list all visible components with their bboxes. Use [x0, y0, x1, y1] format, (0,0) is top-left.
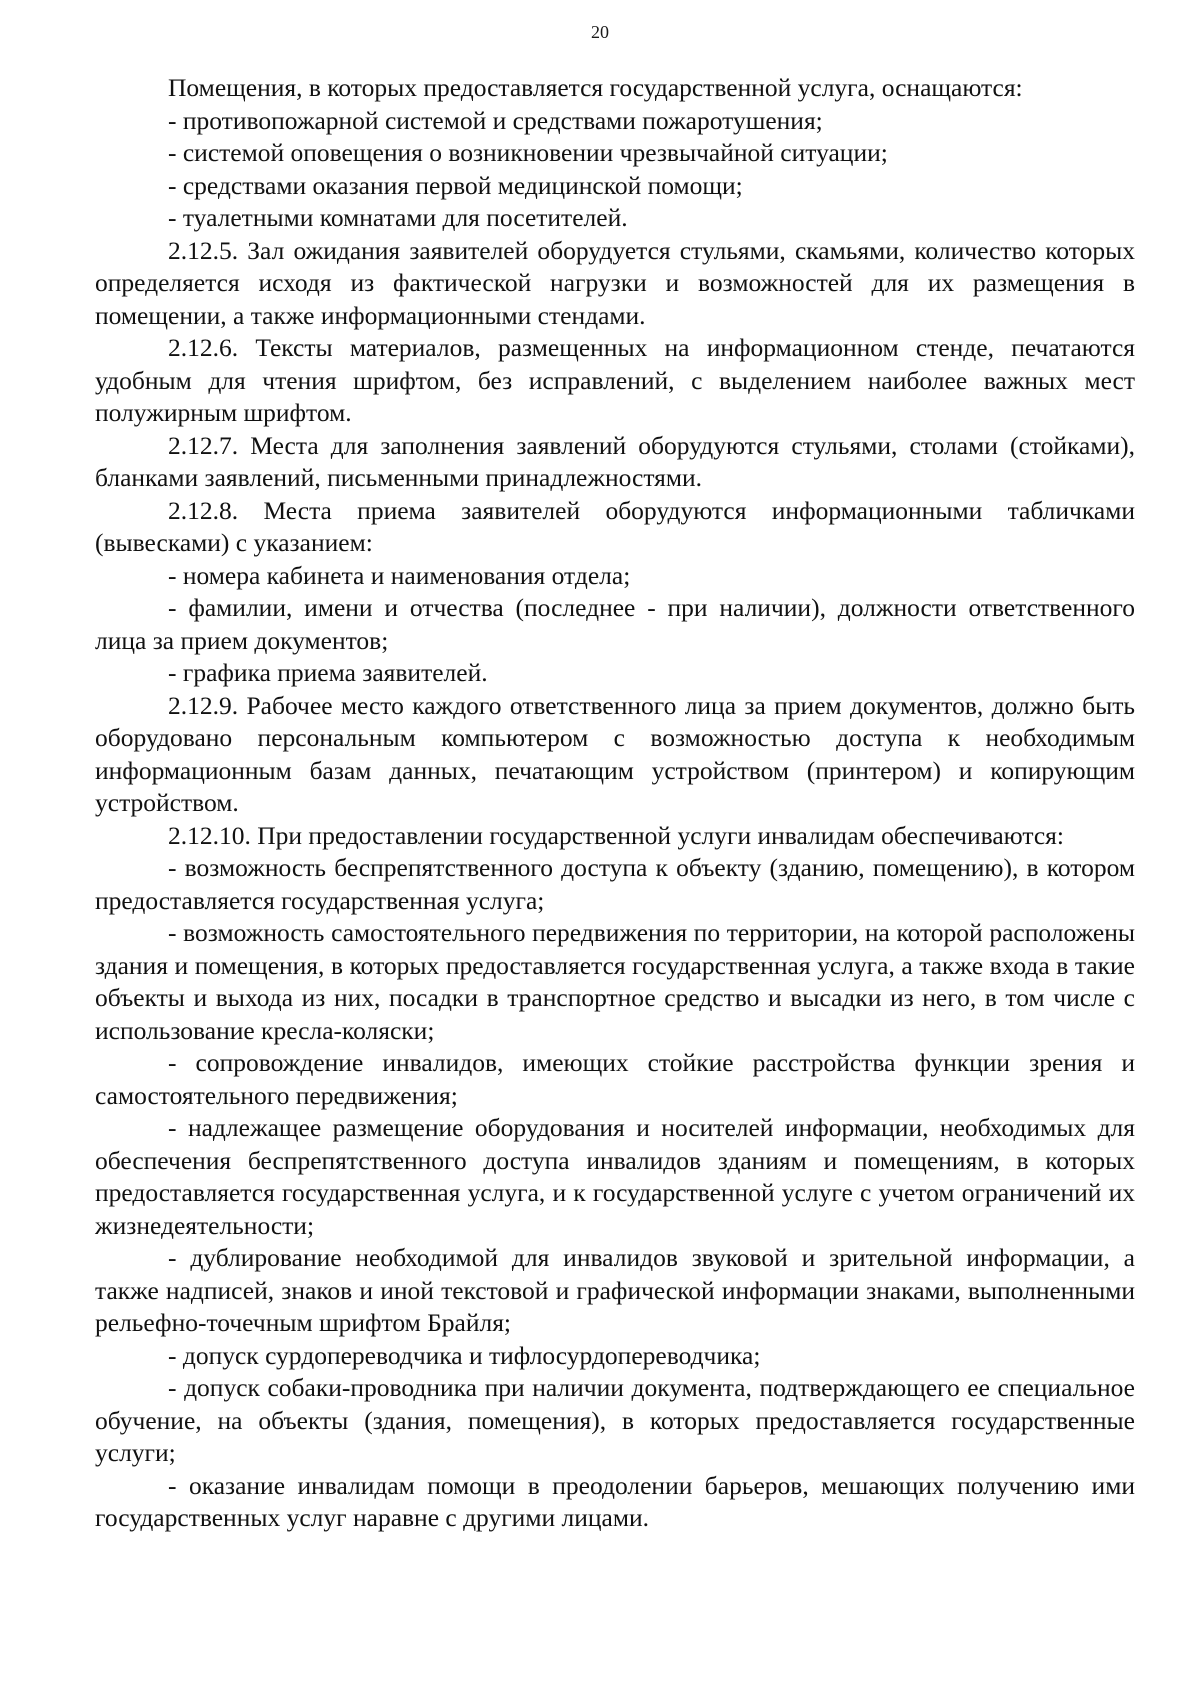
paragraph: 2.12.8. Места приема заявителей оборудуются информационными табличками (вывесками) с указанием: — [95, 495, 1135, 557]
paragraph: 2.12.9. Рабочее место каждого ответственного лица за прием документов, должно быть оборудовано персональным компьютером с возможностью доступа к необходимым информационным базам данных, печатающим устройством (принтером) и копирующим устройством. — [95, 690, 1135, 817]
paragraph: - возможность самостоятельного передвижения по территории, на которой расположены здания и помещения, в которых предоставляется государственная услуга, а также входа в такие объекты и выхода из них, посадки в транспортное средство и высадки из него, в том числе с использование кресла-коляски; — [95, 918, 1135, 1045]
paragraph: - средствами оказания первой медицинской помощи; — [168, 170, 743, 200]
paragraph: - номера кабинета и наименования отдела; — [168, 560, 631, 590]
paragraph: - фамилии, имени и отчества (последнее - при наличии), должности ответственного лица за прием документов; — [95, 593, 1135, 655]
paragraph: - противопожарной системой и средствами пожаротушения; — [168, 105, 823, 135]
paragraph: - возможность беспрепятственного доступа к объекту (зданию, помещению), в котором предоставляется государственная услуга; — [95, 853, 1135, 915]
page-number: 20 — [591, 22, 609, 42]
paragraph: 2.12.6. Тексты материалов, размещенных на информационном стенде, печатаются удобным для чтения шрифтом, без исправлений, с выделением наиболее важных мест полужирным шрифтом. — [95, 333, 1135, 427]
paragraph: - допуск собаки-проводника при наличии документа, подтверждающего ее специальное обучение, на объекты (здания, помещения), в которых предоставляется государственные услуги; — [95, 1373, 1135, 1467]
paragraph: - допуск сурдопереводчика и тифлосурдопереводчика; — [168, 1340, 761, 1370]
paragraph: 2.12.7. Места для заполнения заявлений оборудуются стульями, столами (стойками), бланками заявлений, письменными принадлежностями. — [95, 430, 1135, 492]
paragraph: - графика приема заявителей. — [168, 658, 488, 687]
paragraph: - системой оповещения о возникновении чрезвычайной ситуации; — [168, 138, 888, 167]
paragraph: Помещения, в которых предоставляется государственной услуга, оснащаются: — [168, 73, 1023, 102]
paragraph: 2.12.10. При предоставлении государственной услуги инвалидам обеспечиваются: — [168, 820, 1064, 850]
paragraph: - сопровождение инвалидов, имеющих стойкие расстройства функции зрения и самостоятельного передвижения; — [95, 1048, 1135, 1110]
paragraph: 2.12.5. Зал ожидания заявителей оборудуется стульями, скамьями, количество которых определяется исходя из фактической нагрузки и возможностей для их размещения в помещении, а также информационными стендами. — [95, 235, 1135, 330]
paragraph: - оказание инвалидам помощи в преодолении барьеров, мешающих получению ими государственных услуг наравне с другими лицами. — [95, 1470, 1135, 1532]
document-body — [95, 72, 1135, 1535]
paragraph: - дублирование необходимой для инвалидов звуковой и зрительной информации, а также надписей, знаков и иной текстовой и графической информации знаками, выполненными рельефно-точечным шрифтом Брайля; — [95, 1243, 1135, 1337]
paragraph: - туалетными комнатами для посетителей. — [168, 203, 628, 232]
paragraph: - надлежащее размещение оборудования и носителей информации, необходимых для обеспечения беспрепятственного доступа инвалидов зданиям и помещениям, в которых предоставляется государственная услуга, и к государственной услуге с учетом ограничений их жизнедеятельности; — [95, 1113, 1135, 1240]
